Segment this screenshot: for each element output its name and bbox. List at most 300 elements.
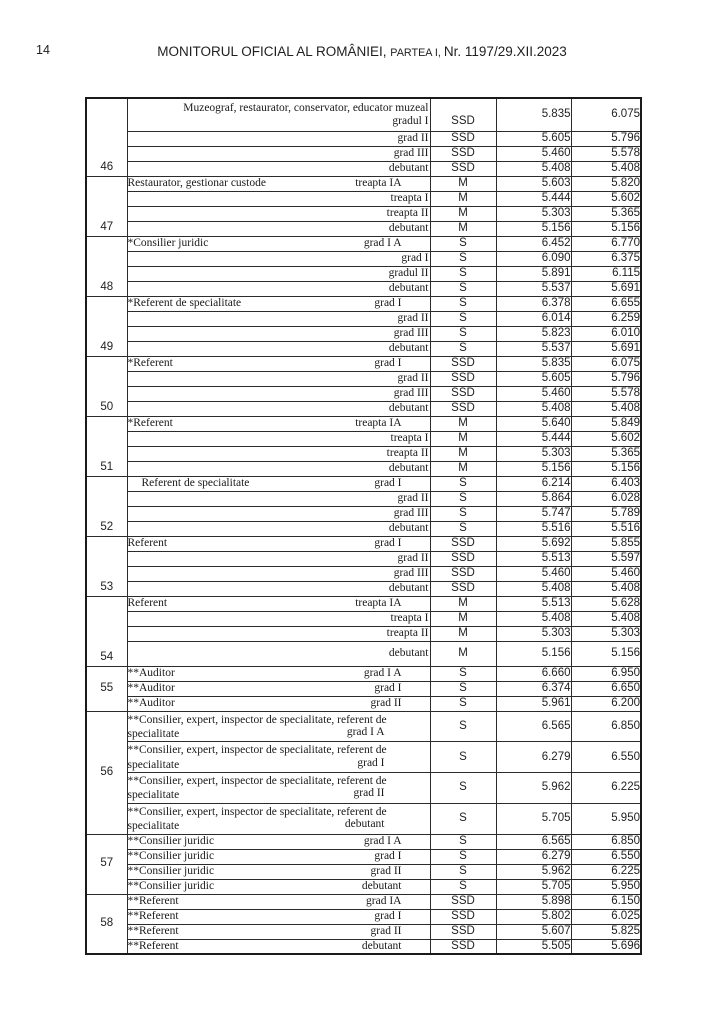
job-title-cell	[127, 924, 430, 939]
education-level-cell: SSD	[430, 536, 496, 551]
max-salary-cell: 6.075	[571, 98, 641, 131]
grade-label: gradul I	[392, 115, 429, 128]
row-number-cell: 51	[86, 416, 127, 476]
table-row	[86, 296, 641, 311]
job-title-cell	[127, 879, 430, 894]
max-salary-cell: 6.259	[571, 311, 641, 326]
education-level-cell: S	[430, 742, 496, 773]
table-row	[86, 476, 641, 491]
education-level-cell: S	[430, 666, 496, 681]
table-row	[86, 356, 641, 371]
table-row	[86, 711, 641, 742]
table-row	[86, 803, 641, 834]
base-salary-cell: 5.537	[496, 281, 571, 296]
row-number-cell: 48	[86, 236, 127, 296]
education-level-cell: SSD	[430, 939, 496, 954]
education-level-cell: SSD	[430, 581, 496, 596]
grade-label: grad III	[393, 506, 429, 519]
job-title-cell	[127, 742, 430, 773]
job-title-cell	[127, 641, 430, 666]
education-level-cell: S	[430, 521, 496, 536]
job-title: **Referent	[127, 894, 179, 907]
job-title-cell	[127, 894, 430, 909]
education-level-cell: S	[430, 311, 496, 326]
job-title-cell	[127, 311, 430, 326]
max-salary-cell: 6.025	[571, 909, 641, 924]
education-level-cell: M	[430, 431, 496, 446]
job-title-cell	[127, 476, 430, 491]
job-title-cell	[127, 834, 430, 849]
grade-label: debutant	[388, 646, 429, 659]
base-salary-cell: 6.378	[496, 296, 571, 311]
table-row	[86, 326, 641, 341]
grade-label: treapta IA	[355, 416, 402, 429]
max-salary-cell: 6.550	[571, 742, 641, 773]
education-level-cell: S	[430, 296, 496, 311]
education-level-cell: M	[430, 176, 496, 191]
grade-label: treapta I	[390, 431, 429, 444]
job-title-cell	[127, 431, 430, 446]
education-level-cell: S	[430, 803, 496, 834]
table-row	[86, 221, 641, 236]
education-level-cell: S	[430, 711, 496, 742]
education-level-cell: SSD	[430, 894, 496, 909]
grade-label: grad II	[397, 551, 429, 564]
job-title: *Referent	[127, 356, 173, 369]
grade-label: grad III	[393, 386, 429, 399]
education-level-cell: SSD	[430, 356, 496, 371]
job-title-cell	[127, 251, 430, 266]
row-number-cell: 46	[86, 98, 127, 176]
table-row	[86, 506, 641, 521]
job-title: **Consilier, expert, inspector de specialitate, referent de specialitate	[127, 744, 387, 771]
education-level-cell: S	[430, 773, 496, 804]
table-row	[86, 773, 641, 804]
grade-label: grad IA	[366, 894, 402, 907]
max-salary-cell: 5.460	[571, 566, 641, 581]
max-salary-cell: 6.650	[571, 681, 641, 696]
table-row	[86, 551, 641, 566]
education-level-cell: S	[430, 236, 496, 251]
education-level-cell: SSD	[430, 386, 496, 401]
job-title-cell	[127, 341, 430, 356]
row-number-cell: 55	[86, 666, 127, 711]
table-row	[86, 191, 641, 206]
base-salary-cell: 5.747	[496, 506, 571, 521]
job-title: **Auditor	[127, 681, 175, 694]
base-salary-cell: 5.705	[496, 803, 571, 834]
max-salary-cell: 5.796	[571, 371, 641, 386]
row-number-cell: 56	[86, 711, 127, 834]
table-row	[86, 446, 641, 461]
table-row	[86, 681, 641, 696]
education-level-cell: M	[430, 461, 496, 476]
max-salary-cell: 6.225	[571, 773, 641, 804]
table-row	[86, 939, 641, 954]
base-salary-cell: 5.303	[496, 206, 571, 221]
header-part: PARTEA I,	[390, 47, 444, 59]
base-salary-cell: 5.961	[496, 696, 571, 711]
base-salary-cell: 5.460	[496, 386, 571, 401]
job-title: Restaurator, gestionar custode	[127, 176, 266, 189]
grade-label: debutant	[388, 281, 429, 294]
table-row	[86, 266, 641, 281]
header-issue-number: Nr. 1197/29.XII.2023	[443, 44, 567, 59]
max-salary-cell: 6.655	[571, 296, 641, 311]
table-row	[86, 864, 641, 879]
education-level-cell: S	[430, 281, 496, 296]
education-level-cell: S	[430, 879, 496, 894]
grade-label: grad III	[393, 146, 429, 159]
max-salary-cell: 6.850	[571, 834, 641, 849]
base-salary-cell: 5.408	[496, 401, 571, 416]
job-title: **Consilier juridic	[127, 849, 215, 862]
max-salary-cell: 6.225	[571, 864, 641, 879]
row-number-cell: 58	[86, 894, 127, 954]
table-row	[86, 626, 641, 641]
max-salary-cell: 6.200	[571, 696, 641, 711]
max-salary-cell: 5.825	[571, 924, 641, 939]
table-row	[86, 431, 641, 446]
education-level-cell: M	[430, 641, 496, 666]
base-salary-cell: 6.565	[496, 711, 571, 742]
grade-label: gradul II	[388, 266, 429, 279]
row-number-cell: 53	[86, 536, 127, 596]
base-salary-cell: 5.640	[496, 416, 571, 431]
table-row	[86, 491, 641, 506]
table-row	[86, 909, 641, 924]
max-salary-cell: 5.365	[571, 206, 641, 221]
job-title: Muzeograf, restaurator, conservator, educator muzeal	[183, 102, 429, 115]
grade-label: grad II	[397, 371, 429, 384]
base-salary-cell: 5.444	[496, 191, 571, 206]
job-title: **Consilier juridic	[127, 864, 215, 877]
job-title: Referent de specialitate	[141, 476, 250, 489]
base-salary-cell: 5.460	[496, 146, 571, 161]
table-row	[86, 521, 641, 536]
grade-label: grad I	[357, 756, 385, 769]
education-level-cell: SSD	[430, 909, 496, 924]
table-row	[86, 924, 641, 939]
grade-label: grad III	[393, 566, 429, 579]
base-salary-cell: 5.605	[496, 131, 571, 146]
base-salary-cell: 6.452	[496, 236, 571, 251]
job-title: **Referent	[127, 909, 179, 922]
max-salary-cell: 6.150	[571, 894, 641, 909]
max-salary-cell: 5.849	[571, 416, 641, 431]
job-title-cell	[127, 326, 430, 341]
job-title-cell	[127, 864, 430, 879]
grade-label: grad III	[393, 326, 429, 339]
job-title-cell	[127, 131, 430, 146]
education-level-cell: S	[430, 326, 496, 341]
job-title-cell	[127, 521, 430, 536]
education-level-cell: M	[430, 446, 496, 461]
job-title-cell	[127, 416, 430, 431]
grade-label: grad I	[374, 296, 402, 309]
job-title-cell	[127, 506, 430, 521]
job-title-cell	[127, 266, 430, 281]
base-salary-cell: 5.156	[496, 641, 571, 666]
table-row	[86, 236, 641, 251]
base-salary-cell: 5.705	[496, 879, 571, 894]
job-title-cell	[127, 803, 430, 834]
job-title-cell	[127, 236, 430, 251]
grade-label: grad I	[374, 849, 402, 862]
grade-label: grad I	[374, 476, 402, 489]
job-title-cell	[127, 191, 430, 206]
max-salary-cell: 6.028	[571, 491, 641, 506]
job-title-cell	[127, 176, 430, 191]
job-title: **Consilier, expert, inspector de specialitate, referent de specialitate	[127, 775, 387, 802]
table-row	[86, 894, 641, 909]
base-salary-cell: 5.505	[496, 939, 571, 954]
max-salary-cell: 6.550	[571, 849, 641, 864]
education-level-cell: S	[430, 266, 496, 281]
job-title: *Referent	[127, 416, 173, 429]
max-salary-cell: 5.950	[571, 803, 641, 834]
grade-label: debutant	[388, 521, 429, 534]
max-salary-cell: 5.855	[571, 536, 641, 551]
job-title: **Consilier, expert, inspector de specialitate, referent de specialitate	[127, 805, 387, 833]
education-level-cell: SSD	[430, 551, 496, 566]
job-title-cell	[127, 711, 430, 742]
education-level-cell: S	[430, 696, 496, 711]
education-level-cell: SSD	[430, 161, 496, 176]
job-title-cell	[127, 371, 430, 386]
education-level-cell: S	[430, 681, 496, 696]
max-salary-cell: 6.010	[571, 326, 641, 341]
row-number-cell: 52	[86, 476, 127, 536]
base-salary-cell: 6.374	[496, 681, 571, 696]
base-salary-cell: 5.408	[496, 611, 571, 626]
base-salary-cell: 5.603	[496, 176, 571, 191]
grade-label: grad I	[374, 356, 402, 369]
page-header	[0, 43, 724, 61]
education-level-cell: M	[430, 626, 496, 641]
table-row	[86, 161, 641, 176]
max-salary-cell: 6.115	[571, 266, 641, 281]
job-title: **Referent	[127, 924, 179, 937]
education-level-cell: S	[430, 506, 496, 521]
max-salary-cell: 5.578	[571, 386, 641, 401]
table-row	[86, 386, 641, 401]
grade-label: grad I	[374, 909, 402, 922]
job-title: **Consilier juridic	[127, 834, 215, 847]
row-number-cell: 47	[86, 176, 127, 236]
education-level-cell: S	[430, 476, 496, 491]
max-salary-cell: 6.770	[571, 236, 641, 251]
job-title: **Auditor	[127, 696, 175, 709]
education-level-cell: S	[430, 849, 496, 864]
base-salary-cell: 5.156	[496, 461, 571, 476]
max-salary-cell: 6.950	[571, 666, 641, 681]
job-title: **Referent	[127, 939, 179, 952]
max-salary-cell: 5.597	[571, 551, 641, 566]
table-row	[86, 849, 641, 864]
max-salary-cell: 6.375	[571, 251, 641, 266]
max-salary-cell: 5.408	[571, 161, 641, 176]
max-salary-cell: 5.602	[571, 431, 641, 446]
table-row	[86, 401, 641, 416]
grade-label: treapta I	[390, 191, 429, 204]
max-salary-cell: 5.156	[571, 461, 641, 476]
job-title-cell	[127, 681, 430, 696]
job-title-cell	[127, 536, 430, 551]
education-level-cell: SSD	[430, 566, 496, 581]
job-title-cell	[127, 849, 430, 864]
max-salary-cell: 5.950	[571, 879, 641, 894]
header-title: MONITORUL OFICIAL AL ROMÂNIEI,	[157, 44, 391, 59]
grade-label: grad I	[374, 681, 402, 694]
page-number: 14	[36, 43, 50, 57]
education-level-cell: SSD	[430, 371, 496, 386]
job-title-cell	[127, 909, 430, 924]
table-row	[86, 566, 641, 581]
grade-label: grad II	[397, 491, 429, 504]
job-title-cell	[127, 161, 430, 176]
max-salary-cell: 5.602	[571, 191, 641, 206]
job-title-cell	[127, 611, 430, 626]
max-salary-cell: 5.516	[571, 521, 641, 536]
max-salary-cell: 5.578	[571, 146, 641, 161]
base-salary-cell: 5.835	[496, 98, 571, 131]
table-row	[86, 131, 641, 146]
base-salary-cell: 5.408	[496, 161, 571, 176]
base-salary-cell: 5.156	[496, 221, 571, 236]
grade-label: treapta II	[386, 206, 429, 219]
max-salary-cell: 5.156	[571, 221, 641, 236]
grade-label: grad I A	[346, 725, 385, 738]
max-salary-cell: 5.408	[571, 401, 641, 416]
table-row	[86, 416, 641, 431]
base-salary-cell: 6.279	[496, 849, 571, 864]
job-title-cell	[127, 773, 430, 804]
education-level-cell: M	[430, 221, 496, 236]
table-row	[86, 146, 641, 161]
max-salary-cell: 5.789	[571, 506, 641, 521]
base-salary-cell: 6.214	[496, 476, 571, 491]
job-title-cell	[127, 491, 430, 506]
base-salary-cell: 5.444	[496, 431, 571, 446]
job-title-cell	[127, 696, 430, 711]
max-salary-cell: 5.628	[571, 596, 641, 611]
job-title-cell	[127, 551, 430, 566]
education-level-cell: M	[430, 596, 496, 611]
grade-label: grad II	[397, 131, 429, 144]
row-number-cell: 50	[86, 356, 127, 416]
base-salary-cell: 6.565	[496, 834, 571, 849]
row-number-cell: 54	[86, 596, 127, 666]
job-title-cell	[127, 296, 430, 311]
base-salary-cell: 5.537	[496, 341, 571, 356]
education-level-cell: SSD	[430, 146, 496, 161]
education-level-cell: S	[430, 341, 496, 356]
education-level-cell: S	[430, 251, 496, 266]
base-salary-cell: 5.607	[496, 924, 571, 939]
max-salary-cell: 5.156	[571, 641, 641, 666]
grade-label: treapta II	[386, 446, 429, 459]
job-title-cell	[127, 221, 430, 236]
table-row	[86, 98, 641, 131]
grade-label: grad I A	[363, 236, 402, 249]
table-row	[86, 251, 641, 266]
base-salary-cell: 5.605	[496, 371, 571, 386]
education-level-cell: S	[430, 491, 496, 506]
table-row	[86, 371, 641, 386]
job-title: **Consilier juridic	[127, 879, 215, 892]
base-salary-cell: 5.898	[496, 894, 571, 909]
job-title-cell	[127, 461, 430, 476]
base-salary-cell: 5.835	[496, 356, 571, 371]
table-row	[86, 581, 641, 596]
max-salary-cell: 6.075	[571, 356, 641, 371]
grade-label: grad II	[370, 696, 402, 709]
job-title: **Consilier, expert, inspector de specialitate, referent de specialitate	[127, 713, 387, 740]
table-row	[86, 834, 641, 849]
max-salary-cell: 6.850	[571, 711, 641, 742]
max-salary-cell: 5.796	[571, 131, 641, 146]
table-row	[86, 461, 641, 476]
table-row	[86, 341, 641, 356]
table-row	[86, 742, 641, 773]
grade-label: debutant	[388, 581, 429, 594]
base-salary-cell: 5.516	[496, 521, 571, 536]
grade-label: grad II	[370, 924, 402, 937]
base-salary-cell: 5.303	[496, 446, 571, 461]
job-title-cell	[127, 386, 430, 401]
base-salary-cell: 6.014	[496, 311, 571, 326]
table-row	[86, 666, 641, 681]
job-title-cell	[127, 626, 430, 641]
education-level-cell: M	[430, 206, 496, 221]
job-title-cell	[127, 281, 430, 296]
grade-label: debutant	[361, 939, 402, 952]
grade-label: grad I	[374, 536, 402, 549]
job-title-cell	[127, 98, 430, 131]
base-salary-cell: 5.460	[496, 566, 571, 581]
row-number-cell: 57	[86, 834, 127, 894]
education-level-cell: M	[430, 611, 496, 626]
grade-label: grad II	[370, 864, 402, 877]
base-salary-cell: 5.802	[496, 909, 571, 924]
education-level-cell: SSD	[430, 131, 496, 146]
table-row	[86, 206, 641, 221]
job-title-cell	[127, 596, 430, 611]
job-title-cell	[127, 566, 430, 581]
max-salary-cell: 5.691	[571, 341, 641, 356]
education-level-cell: M	[430, 191, 496, 206]
grade-label: treapta IA	[355, 176, 402, 189]
education-level-cell: SSD	[430, 98, 496, 131]
table-row	[86, 311, 641, 326]
job-title: **Auditor	[127, 666, 175, 679]
education-level-cell: M	[430, 416, 496, 431]
table-row	[86, 281, 641, 296]
grade-label: treapta I	[390, 611, 429, 624]
base-salary-cell: 5.692	[496, 536, 571, 551]
max-salary-cell: 5.303	[571, 626, 641, 641]
education-level-cell: S	[430, 864, 496, 879]
max-salary-cell: 5.820	[571, 176, 641, 191]
job-title: Referent	[127, 596, 168, 609]
max-salary-cell: 5.408	[571, 581, 641, 596]
grade-label: debutant	[388, 161, 429, 174]
job-title-cell	[127, 146, 430, 161]
job-title-cell	[127, 206, 430, 221]
base-salary-cell: 5.513	[496, 596, 571, 611]
job-title-cell	[127, 666, 430, 681]
